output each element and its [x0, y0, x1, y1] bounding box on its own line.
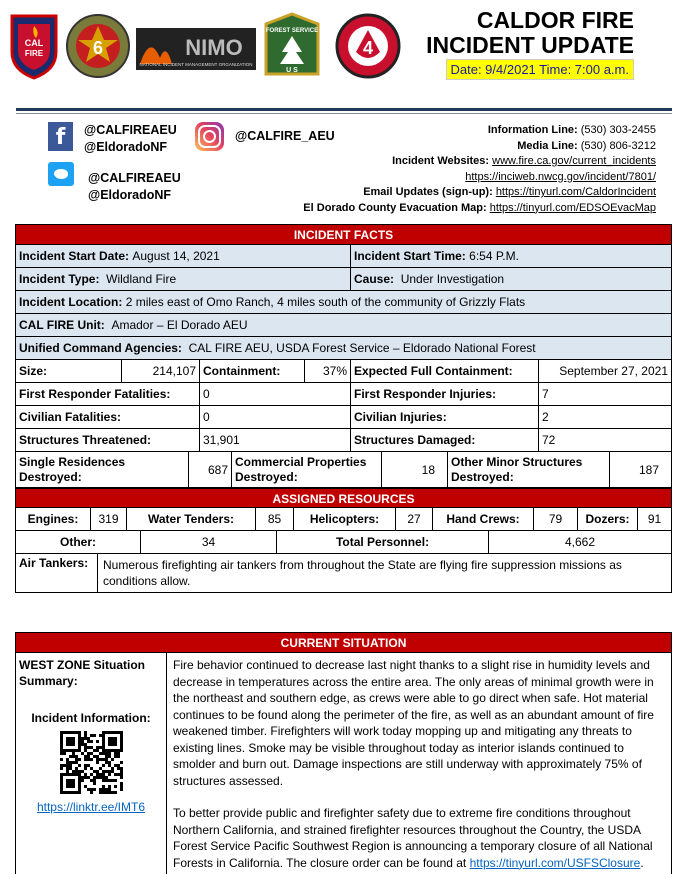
facebook-handle-1[interactable]: @CALFIREAEU	[84, 123, 177, 137]
nimo-logo	[136, 28, 256, 70]
closure-text: To better provide public and firefighter safety due to extreme fire conditions throughout Northern California, and strained firefighter resources throughout the Country, the USDA Forest Service Pacific Southwest Region is announcing a temporary closure of all National Forests in California. The closure order can be found at	[173, 806, 653, 870]
location-value: 2 miles east of Omo Ranch, 4 miles south of the community of Grizzly Flats	[125, 295, 526, 309]
helicopters-value: 27	[396, 508, 433, 530]
header-rule-thin	[16, 113, 672, 114]
commercial-value: 18	[382, 452, 448, 487]
facebook-handles	[84, 122, 177, 156]
fr-injuries-value: 7	[542, 387, 549, 401]
facebook-icon[interactable]: f	[48, 122, 73, 151]
situation-sidebar	[16, 653, 167, 874]
cause-value: Under Investigation	[400, 272, 505, 286]
header-rule	[16, 108, 672, 111]
email-label: Email Updates (sign-up):	[363, 186, 493, 198]
minor-label: Other Minor Structures Destroyed:	[448, 452, 610, 487]
full-containment-label: Expected Full Containment:	[351, 360, 539, 382]
threatened-label: Structures Threatened:	[16, 429, 200, 451]
minor-value: 187	[638, 462, 659, 477]
start-date-value: August 14, 2021	[132, 249, 220, 263]
helicopters-label: Helicopters:	[294, 508, 396, 530]
incident-type-label: Incident Type:	[19, 272, 100, 286]
start-date-label: Incident Start Date:	[19, 249, 130, 263]
water-tenders-label: Water Tenders:	[127, 508, 256, 530]
website-link-1[interactable]: www.fire.ca.gov/current_incidents	[492, 155, 656, 167]
containment-value: 37%	[305, 360, 351, 382]
size-value: 214,107	[122, 360, 200, 382]
contact-info	[303, 123, 656, 216]
email-link[interactable]: https://tinyurl.com/CaldorIncident	[495, 186, 656, 198]
unit-value: Amador – El Dorado AEU	[111, 318, 248, 332]
start-time-label: Incident Start Time:	[354, 249, 466, 263]
current-situation-section	[15, 632, 672, 874]
svg-text:FOREST SERVICE: FOREST SERVICE	[265, 28, 319, 34]
commercial-label: Commercial Properties Destroyed:	[232, 452, 382, 487]
engines-label: Engines:	[16, 508, 91, 530]
situation-paragraph-1: Fire behavior continued to decrease last night thanks to a slight rise in humidity levels and decrease in temperatures across the entire area. The only areas of minimal growth were in the northeast and southern edge, as crews were able to go direct when safe. Hot material continues to be found along the perimeter of the fire, as well as an abundant amount of fire weakened timber. Firefighters will work today mopping up and mitigating any threats to existing lines. Smoke may be visible throughout today as interior islands continued to smolder and burn out. Damage inspections are still underway with approximately 75% of structures assessed.	[173, 658, 654, 788]
civ-injuries-value: 2	[542, 410, 549, 424]
agencies-value: CAL FIRE AEU, USDA Forest Service – Eldorado National Forest	[188, 341, 536, 355]
svg-text:FIRE: FIRE	[24, 49, 44, 58]
twitter-handles	[88, 170, 181, 204]
websites-label: Incident Websites:	[392, 155, 490, 167]
title-line2: INCIDENT UPDATE	[426, 32, 634, 58]
svg-text:NATIONAL INCIDENT MANAGEMENT O: NATIONAL INCIDENT MANAGEMENT ORGANIZATION	[139, 62, 253, 67]
fr-fatalities-value: 0	[200, 383, 351, 405]
info-line-value: (530) 303-2455	[580, 124, 656, 136]
fr-fatalities-label: First Responder Fatalities:	[16, 383, 200, 405]
svg-text:CAL: CAL	[24, 38, 44, 48]
west-zone-label: WEST ZONE Situation Summary:	[19, 658, 145, 688]
instagram-handle[interactable]: @CALFIRE_AEU	[235, 129, 335, 143]
date-time-badge: Date: 9/4/2021 Time: 7:00 a.m.	[446, 59, 635, 80]
damaged-label: Structures Damaged:	[351, 429, 539, 451]
media-line-value: (530) 806-3212	[580, 139, 656, 152]
title-line1: CALDOR FIRE	[476, 7, 634, 33]
single-res-label: Single Residences Destroyed:	[16, 452, 189, 487]
damaged-value: 72	[542, 433, 556, 447]
cal-interagency-team4-logo	[334, 12, 402, 80]
civ-injuries-label: Civilian Injuries:	[351, 406, 539, 428]
dozers-value: 91	[647, 512, 662, 526]
svg-text:NIMO: NIMO	[185, 35, 243, 60]
facebook-handle-2[interactable]: @EldoradoNF	[84, 140, 168, 154]
twitter-icon[interactable]	[48, 162, 74, 186]
svg-text:6: 6	[92, 38, 104, 58]
svg-text:4: 4	[362, 38, 374, 58]
civ-fatalities-value: 0	[200, 406, 351, 428]
incident-facts-header: INCIDENT FACTS	[16, 225, 671, 245]
threatened-value: 31,901	[200, 429, 351, 451]
full-containment-value: September 27, 2021	[559, 364, 668, 378]
closure-link[interactable]: https://tinyurl.com/USFSClosure	[469, 855, 641, 870]
other-label: Other:	[16, 531, 141, 553]
closure-end: .	[640, 855, 644, 870]
twitter-handle-2[interactable]: @EldoradoNF	[88, 188, 172, 202]
civ-fatalities-label: Civilian Fatalities:	[16, 406, 200, 428]
situation-summary	[167, 653, 671, 874]
personnel-value: 4,662	[564, 535, 596, 549]
linktree-link[interactable]: https://linktr.ee/IMT6	[36, 800, 146, 814]
situation-paragraph-2	[173, 805, 665, 871]
evac-map-label: El Dorado County Evacuation Map:	[303, 201, 487, 214]
page-title	[426, 8, 634, 58]
air-tankers-label: Air Tankers:	[16, 554, 98, 592]
hand-crews-label: Hand Crews:	[433, 508, 534, 530]
unit-label: CAL FIRE Unit:	[19, 318, 105, 332]
dozers-label: Dozers:	[578, 508, 638, 530]
cal-fire-logo	[8, 12, 60, 80]
agencies-label: Unified Command Agencies:	[19, 341, 182, 355]
evac-map-link[interactable]: https://tinyurl.com/EDSOEvacMap	[489, 201, 656, 214]
air-tankers-value: Numerous firefighting air tankers from throughout the State are flying fire suppression missions as conditions allow.	[103, 558, 622, 588]
forest-service-logo	[262, 12, 322, 80]
incident-facts-table	[15, 224, 672, 593]
resources-header: ASSIGNED RESOURCES	[16, 488, 671, 508]
start-time-value: 6:54 P.M.	[469, 249, 519, 263]
fr-injuries-label: First Responder Injuries:	[351, 383, 539, 405]
media-line-label: Media Line:	[517, 139, 578, 152]
current-situation-header: CURRENT SITUATION	[16, 633, 671, 653]
water-tenders-value: 85	[256, 508, 294, 530]
size-label: Size:	[16, 360, 122, 382]
info-line-label: Information Line:	[487, 124, 578, 136]
containment-label: Containment:	[200, 360, 305, 382]
instagram-icon[interactable]	[195, 122, 224, 151]
twitter-handle-1[interactable]: @CALFIREAEU	[88, 171, 181, 185]
location-label: Incident Location:	[19, 295, 123, 309]
other-value: 34	[141, 531, 277, 553]
single-res-value: 687	[189, 452, 232, 487]
incident-info-label: Incident Information:	[31, 711, 151, 725]
website-link-2[interactable]: https://inciweb.nwcg.gov/incident/7801/	[465, 170, 656, 183]
qr-code-icon[interactable]	[60, 731, 123, 794]
imt6-logo	[64, 12, 132, 80]
incident-type-value: Wildland Fire	[106, 272, 177, 286]
engines-value: 319	[91, 508, 127, 530]
cause-label: Cause:	[354, 272, 395, 286]
personnel-label: Total Personnel:	[277, 531, 489, 553]
svg-text:U S: U S	[286, 67, 298, 74]
hand-crews-value: 79	[534, 508, 578, 530]
